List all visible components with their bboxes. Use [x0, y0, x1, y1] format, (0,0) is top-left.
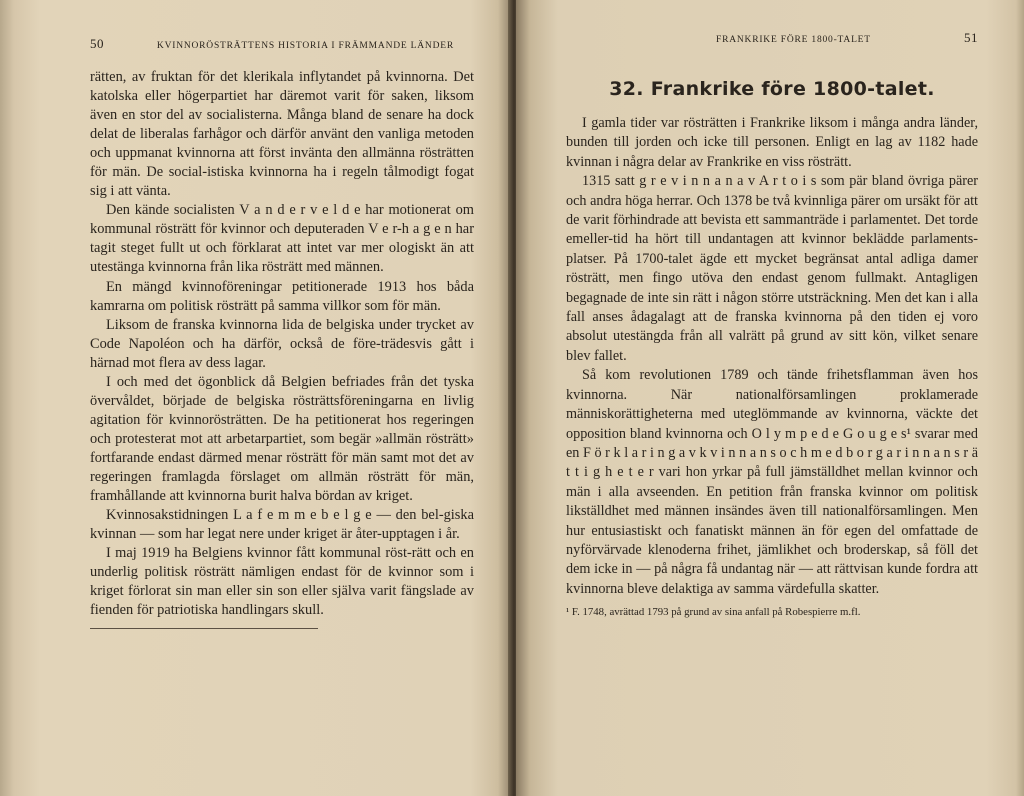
paragraph: I och med det ögonblick då Belgien befriades från det tyska övervåldet, började de belgiska rösträttsföreningarna en livlig agitation för kvinnorösträtten. De ha petitionerat hos regeringen och protesterat mot att arbetarpartiet, som begär »allmän rösträtt» fortfarande endast därmed menar rösträtt för män samt mot det av regeringen framlagda förslaget om allmän rösträtt för män, framhållande att kvinnorna burit halva bördan av kriget. [90, 373, 474, 505]
right-page-body [566, 114, 978, 619]
left-page-header [90, 36, 474, 56]
left-page-body [90, 68, 474, 629]
left-running-head: KVINNORÖSTRÄTTENS HISTORIA I FRÄMMANDE LÄNDER [156, 41, 454, 51]
right-page [516, 0, 1024, 796]
paragraph: I maj 1919 ha Belgiens kvinnor fått kommunal röst-rätt och en underlig politisk rösträtt nämligen endast för de kvinnor som i kriget förlorat sin man eller sin son eller själva varit fängslade av fienden för patriotiska handlingars skull. [90, 545, 474, 619]
paragraph: Så kom revolutionen 1789 och tände frihetsflamman även hos kvinnorna. När nationalförsamlingen proklamerade människorättigheterna med uteglömmande av kvinnorna, väckte det opposition bland kvinnorna och O l y m p e d e G o u g e s¹ svarar med en F ö r k l a r i n g a v k v i n n a n s o c h m e d b o r g a r i n n a n s r ä t t i g h e t e r vari hon yrkar på full jämställdhet mellan kvinnor och män i alla avseenden. En petition från franska kvinnor om politisk likställdhet med männen insändes även till nationalförsamlingen. Men hur entusiastiskt och fanatiskt männen än för egen del omfattade de nyförvärvade klenoderna frihet, jämlikhet och broderskap, så föll det dem icke in — på några få undantag när — att rättvisan kunde fordra att kvinnorna bleve delaktiga av samma värdefulla skatter. [566, 367, 978, 597]
footnote: ¹ F. 1748, avrättad 1793 på grund av sina anfall på Robespierre m.fl. [566, 606, 861, 619]
left-page-number: 50 [90, 36, 104, 51]
paragraph: Liksom de franska kvinnorna lida de belgiska under trycket av Code Napoléon och ha därför, också de före-trädesvis gått i härnad mot flera av dess lagar. [90, 316, 474, 371]
right-running-head: FRANKRIKE FÖRE 1800-TALET [716, 35, 871, 45]
paragraph: 1315 satt g r e v i n n a n a v A r t o i s som pär bland övriga pärer och andra höga herrar. Och 1378 be två kvinnliga pärer om ursäkt för att de varit förhindrade att bevista ett sammanträde i parlamentet. Det torde emeller-tid ha hört till undantagen att kvinnor beklädde parlaments-platser. På 1700-talet ägde ett mycket begränsat antal adliga damer rösträtt, men fingo utöva den endast genom fullmakt. Antagligen begagnade de inte sin rätt i någon större utsträckning. Men det kan i alla fall anses ådagalagt att de franska kvinnorna på den tiden ej voro absolut utestängda från all valrätt på grund av sitt kön, vilket senare blev fallet. [566, 173, 978, 364]
right-page-number: 51 [964, 30, 978, 45]
paragraph: Den kände socialisten V a n d e r v e l d e har motionerat om kommunal rösträtt för kvinnor och deputeraden V e r-h a g e n har tagit steget fullt ut och förklarat att intet var mer ologiskt än att utestänga kvinnorna från lika rösträtt med männen. [90, 202, 474, 276]
end-rule [90, 628, 318, 629]
paragraph: I gamla tider var rösträtten i Frankrike liksom i många andra länder, bunden till jorden och icke till personen. Enligt en lag av 1182 hade kvinnan i några delar av Frankrike en viss rösträtt. [566, 115, 978, 170]
chapter-heading: 32. Frankrike före 1800-talet. [609, 78, 935, 100]
right-page-header [566, 30, 978, 50]
paragraph: rätten, av fruktan för det klerikala inflytandet på kvinnorna. Det katolska eller högerpartiet har däremot varit för saken, liksom även en stor del av socialisterna. Många bland de senare ha dock delat de liberalas farhågor och därför använt den vanliga metoden och uppmanat kvinnorna att först invänta den allmänna rösträtten för män. De social-istiska kvinnorna ha i regeln tålmodigt fogat sig i att vänta. [90, 69, 474, 200]
paragraph: Kvinnosakstidningen L a f e m m e b e l g e — den bel-giska kvinnan — som har legat nere under kriget är åter-upptagen i år. [90, 507, 474, 543]
paragraph: En mängd kvinnoföreningar petitionerade 1913 hos båda kamrarna om politisk rösträtt på samma villkor som för män. [90, 278, 474, 314]
